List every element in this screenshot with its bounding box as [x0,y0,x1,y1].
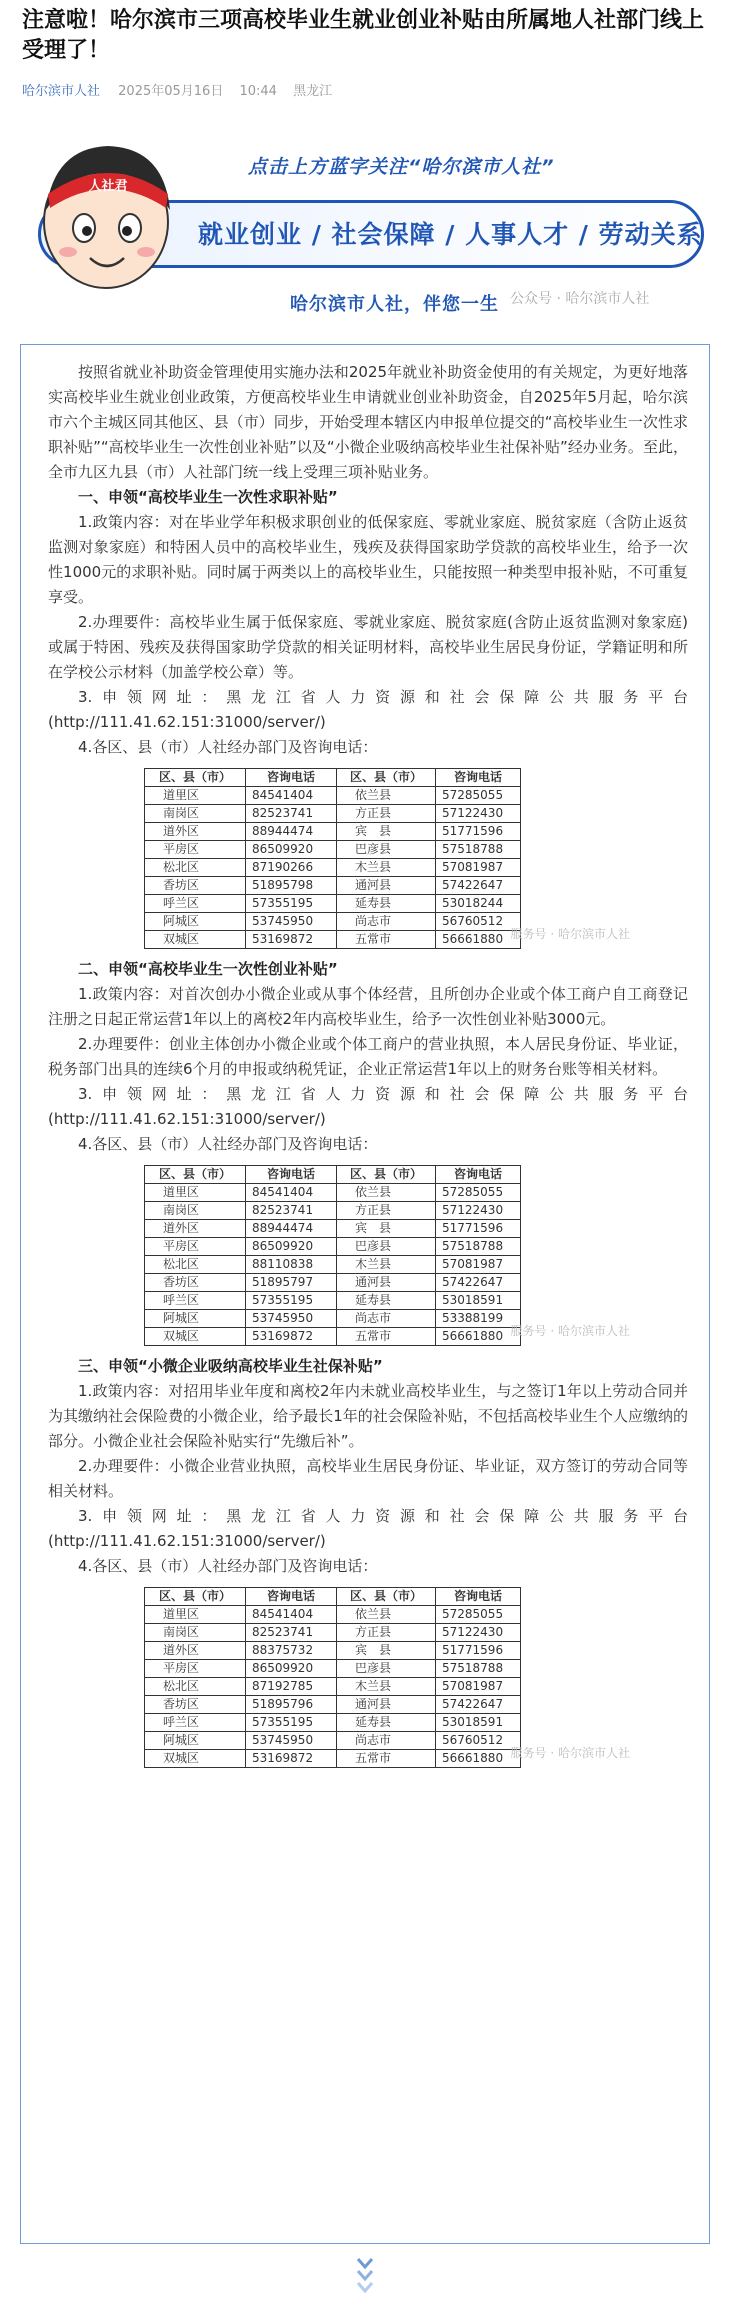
district-cell: 呼兰区 [145,895,246,913]
table-row [145,859,521,877]
district-cell: 通河县 [337,877,436,895]
phone-cell: 57285055 [436,1606,521,1624]
banner-watermark: 公众号 · 哈尔滨市人社 [510,291,650,307]
district-cell: 延寿县 [337,1714,436,1732]
district-cell: 道外区 [145,1220,246,1238]
contact-table [144,1165,521,1346]
district-cell: 宾 县 [337,823,436,841]
district-cell: 宾 县 [337,1220,436,1238]
table-row [145,1660,521,1678]
phone-cell: 56661880 [436,1750,521,1768]
phone-cell: 82523741 [246,1624,337,1642]
table-row [145,1310,521,1328]
table-row [145,823,521,841]
phone-cell: 53745950 [246,1732,337,1750]
district-cell: 香坊区 [145,1696,246,1714]
district-cell: 巴彦县 [337,1660,436,1678]
phone-cell: 86509920 [246,1238,337,1256]
table-row [145,1642,521,1660]
banner-footer: 哈尔滨市人社，伴您一生 [290,294,499,315]
phone-cell: 53388199 [436,1310,521,1328]
website-paragraph[interactable]: 3.申领网址：黑龙江省人力资源和社会保障公共服务平台(http://111.41.62.151:31000/server/) [48,688,688,731]
district-cell: 香坊区 [145,877,246,895]
article-meta [22,80,344,99]
district-cell: 五常市 [337,931,436,949]
phone-cell: 57122430 [436,1624,521,1642]
district-cell: 尚志市 [337,1732,436,1750]
phone-cell: 57518788 [436,841,521,859]
phone-cell: 53745950 [246,1310,337,1328]
col-header-district: 区、县（市） [337,769,436,787]
section-heading: 三、申领“小微企业吸纳高校毕业生社保补贴” [78,1357,383,1375]
district-cell: 通河县 [337,1696,436,1714]
district-cell: 平房区 [145,1238,246,1256]
table-row [145,1696,521,1714]
phone-cell: 51771596 [436,1642,521,1660]
phone-cell: 86509920 [246,1660,337,1678]
table-watermark: 服务号 · 哈尔滨市人社 [510,1746,630,1760]
table-row [145,1202,521,1220]
district-cell: 五常市 [337,1328,436,1346]
district-cell: 道里区 [145,1184,246,1202]
district-cell: 道外区 [145,823,246,841]
table-row [145,1274,521,1292]
phone-cell: 57422647 [436,1274,521,1292]
phone-cell: 51895798 [246,877,337,895]
table-row [145,1220,521,1238]
district-cell: 道外区 [145,1642,246,1660]
district-cell: 阿城区 [145,913,246,931]
section-heading: 一、申领“高校毕业生一次性求职补贴” [78,488,338,506]
district-cell: 呼兰区 [145,1714,246,1732]
phone-cell: 56661880 [436,1328,521,1346]
col-header-phone: 咨询电话 [436,769,521,787]
table-row [145,913,521,931]
contact-table [144,1587,521,1768]
table-row [145,1750,521,1768]
requirements-paragraph: 2.办理要件：高校毕业生属于低保家庭、零就业家庭、脱贫家庭(含防止返贫监测对象家庭)或属于特困、残疾及获得国家助学贷款的相关证明材料，高校毕业生居民身份证，学籍证明和所在学校公示材料（加盖学校公章）等。 [48,613,688,681]
mascot-label: 人社君 [88,179,128,194]
table-row [145,1714,521,1732]
account-name-link[interactable]: 哈尔滨市人社 [22,84,101,99]
phone-cell: 86509920 [246,841,337,859]
district-cell: 巴彦县 [337,1238,436,1256]
scroll-down-arrow-icon [355,2255,375,2295]
district-cell: 双城区 [145,1750,246,1768]
table-row [145,787,521,805]
contact-table [144,768,521,949]
phone-cell: 57518788 [436,1238,521,1256]
policy-paragraph: 1.政策内容：对招用毕业年度和离校2年内未就业高校毕业生，与之签订1年以上劳动合同并为其缴纳社会保险费的小微企业，给予最长1年的社会保险补贴，不包括高校毕业生个人应缴纳的部分。小微企业社会保险补贴实行“先缴后补”。 [48,1382,688,1450]
district-cell: 南岗区 [145,1202,246,1220]
section-heading: 二、申领“高校毕业生一次性创业补贴” [78,960,338,978]
phone-cell: 53169872 [246,1750,337,1768]
intro-paragraph: 按照省就业补助资金管理使用实施办法和2025年就业补助资金使用的有关规定，为更好地落实高校毕业生就业创业政策，方便高校毕业生申请就业创业补助资金，自2025年5月起，哈尔滨市六个主城区同其他区、县（市）同步，开始受理本辖区内申报单位提交的“高校毕业生一次性求职补贴”“高校毕业生一次性创业补贴”以及“小微企业吸纳高校毕业生社保补贴”经办业务。至此，全市九区九县（市）人社部门统一线上受理三项补贴业务。 [48,363,688,481]
district-cell: 依兰县 [337,1606,436,1624]
phone-cell: 56760512 [436,913,521,931]
district-cell: 宾 县 [337,1642,436,1660]
table-watermark: 服务号 · 哈尔滨市人社 [510,927,630,941]
district-cell: 南岗区 [145,1624,246,1642]
phone-cell: 88944474 [246,1220,337,1238]
policy-paragraph: 1.政策内容：对首次创办小微企业或从事个体经营，且所创办企业或个体工商户自工商登记注册之日起正常运营1年以上的离校2年内高校毕业生，给予一次性创业补贴3000元。 [48,985,688,1028]
requirements-paragraph: 2.办理要件：创业主体创办小微企业或个体工商户的营业执照，本人居民身份证、毕业证，税务部门出具的连续6个月的申报或纳税凭证，企业正常运营1年以上的财务台账等相关材料。 [48,1035,688,1078]
district-cell: 平房区 [145,841,246,859]
table-row [145,1624,521,1642]
table-row [145,841,521,859]
contacts-label: 4.各区、县（市）人社经办部门及咨询电话： [78,738,378,756]
district-cell: 尚志市 [337,1310,436,1328]
phone-cell: 57081987 [436,1256,521,1274]
requirements-paragraph: 2.办理要件：小微企业营业执照，高校毕业生居民身份证、毕业证，双方签订的劳动合同等相关材料。 [48,1457,688,1500]
district-cell: 松北区 [145,859,246,877]
table-row [145,1184,521,1202]
website-paragraph[interactable]: 3.申领网址：黑龙江省人力资源和社会保障公共服务平台(http://111.41.62.151:31000/server/) [48,1507,688,1550]
phone-cell: 56661880 [436,931,521,949]
phone-cell: 57081987 [436,859,521,877]
article-title: 注意啦！哈尔滨市三项高校毕业生就业创业补贴由所属地人社部门线上受理了！ [22,8,705,63]
col-header-phone: 咨询电话 [246,1166,337,1184]
phone-cell: 53169872 [246,931,337,949]
district-cell: 阿城区 [145,1732,246,1750]
district-cell: 松北区 [145,1678,246,1696]
phone-cell: 57355195 [246,1292,337,1310]
district-cell: 双城区 [145,931,246,949]
district-cell: 南岗区 [145,805,246,823]
district-cell: 平房区 [145,1660,246,1678]
table-row [145,877,521,895]
phone-cell: 53169872 [246,1328,337,1346]
district-cell: 延寿县 [337,1292,436,1310]
district-cell: 呼兰区 [145,1292,246,1310]
publish-date: 2025年05月16日 [118,84,224,99]
phone-cell: 51771596 [436,823,521,841]
district-cell: 延寿县 [337,895,436,913]
mascot-icon [34,130,182,300]
col-header-district: 区、县（市） [337,1588,436,1606]
district-cell: 道里区 [145,1606,246,1624]
table-row [145,1256,521,1274]
district-cell: 道里区 [145,787,246,805]
district-cell: 松北区 [145,1256,246,1274]
col-header-phone: 咨询电话 [246,769,337,787]
table-watermark: 服务号 · 哈尔滨市人社 [510,1324,630,1338]
policy-paragraph: 1.政策内容：对在毕业学年积极求职创业的低保家庭、零就业家庭、脱贫家庭（含防止返贫监测对象家庭）和特困人员中的高校毕业生，残疾及获得国家助学贷款的高校毕业生，给予一次性1000元的求职补贴。同时属于两类以上的高校毕业生，只能按照一种类型申报补贴，不可重复享受。 [48,513,688,606]
phone-cell: 53745950 [246,913,337,931]
phone-cell: 56760512 [436,1732,521,1750]
article-body [48,360,688,1776]
phone-cell: 57355195 [246,895,337,913]
publish-region: 黑龙江 [293,84,333,99]
district-cell: 方正县 [337,1624,436,1642]
col-header-phone: 咨询电话 [436,1166,521,1184]
col-header-district: 区、县（市） [145,1588,246,1606]
col-header-phone: 咨询电话 [246,1588,337,1606]
contact-table-wrap [48,1587,688,1768]
phone-cell: 51895797 [246,1274,337,1292]
table-row [145,1292,521,1310]
phone-cell: 53018591 [436,1714,521,1732]
table-row [145,1328,521,1346]
phone-cell: 82523741 [246,1202,337,1220]
phone-cell: 57081987 [436,1678,521,1696]
phone-cell: 57122430 [436,1202,521,1220]
phone-cell: 53018244 [436,895,521,913]
table-row [145,1238,521,1256]
website-paragraph[interactable]: 3.申领网址：黑龙江省人力资源和社会保障公共服务平台(http://111.41.62.151:31000/server/) [48,1085,688,1128]
phone-cell: 57355195 [246,1714,337,1732]
district-cell: 依兰县 [337,1184,436,1202]
district-cell: 五常市 [337,1750,436,1768]
phone-cell: 51771596 [436,1220,521,1238]
table-row [145,1678,521,1696]
phone-cell: 57285055 [436,787,521,805]
district-cell: 香坊区 [145,1274,246,1292]
col-header-district: 区、县（市） [337,1166,436,1184]
district-cell: 木兰县 [337,859,436,877]
district-cell: 方正县 [337,805,436,823]
col-header-district: 区、县（市） [145,1166,246,1184]
contacts-label: 4.各区、县（市）人社经办部门及咨询电话： [78,1557,378,1575]
district-cell: 阿城区 [145,1310,246,1328]
table-row [145,895,521,913]
phone-cell: 57518788 [436,1660,521,1678]
district-cell: 木兰县 [337,1256,436,1274]
phone-cell: 51895796 [246,1696,337,1714]
district-cell: 木兰县 [337,1678,436,1696]
table-row [145,1606,521,1624]
phone-cell: 88375732 [246,1642,337,1660]
col-header-phone: 咨询电话 [436,1588,521,1606]
phone-cell: 57122430 [436,805,521,823]
phone-cell: 88110838 [246,1256,337,1274]
phone-cell: 57422647 [436,1696,521,1714]
phone-cell: 57285055 [436,1184,521,1202]
table-row [145,805,521,823]
district-cell: 尚志市 [337,913,436,931]
table-row [145,931,521,949]
phone-cell: 57422647 [436,877,521,895]
table-row [145,1732,521,1750]
phone-cell: 84541404 [246,1606,337,1624]
header-banner [20,130,710,330]
contacts-label: 4.各区、县（市）人社经办部门及咨询电话： [78,1135,378,1153]
banner-services: 就业创业 / 社会保障 / 人事人才 / 劳动关系 [198,220,703,249]
banner-tagline: 点击上方蓝字关注“哈尔滨市人社” [248,156,555,178]
phone-cell: 82523741 [246,805,337,823]
contact-table-wrap [48,768,688,949]
phone-cell: 53018591 [436,1292,521,1310]
col-header-district: 区、县（市） [145,769,246,787]
district-cell: 双城区 [145,1328,246,1346]
district-cell: 巴彦县 [337,841,436,859]
contact-table-wrap [48,1165,688,1346]
phone-cell: 87192785 [246,1678,337,1696]
publish-time: 10:44 [239,84,277,99]
phone-cell: 84541404 [246,1184,337,1202]
phone-cell: 87190266 [246,859,337,877]
district-cell: 通河县 [337,1274,436,1292]
district-cell: 依兰县 [337,787,436,805]
district-cell: 方正县 [337,1202,436,1220]
phone-cell: 84541404 [246,787,337,805]
phone-cell: 88944474 [246,823,337,841]
